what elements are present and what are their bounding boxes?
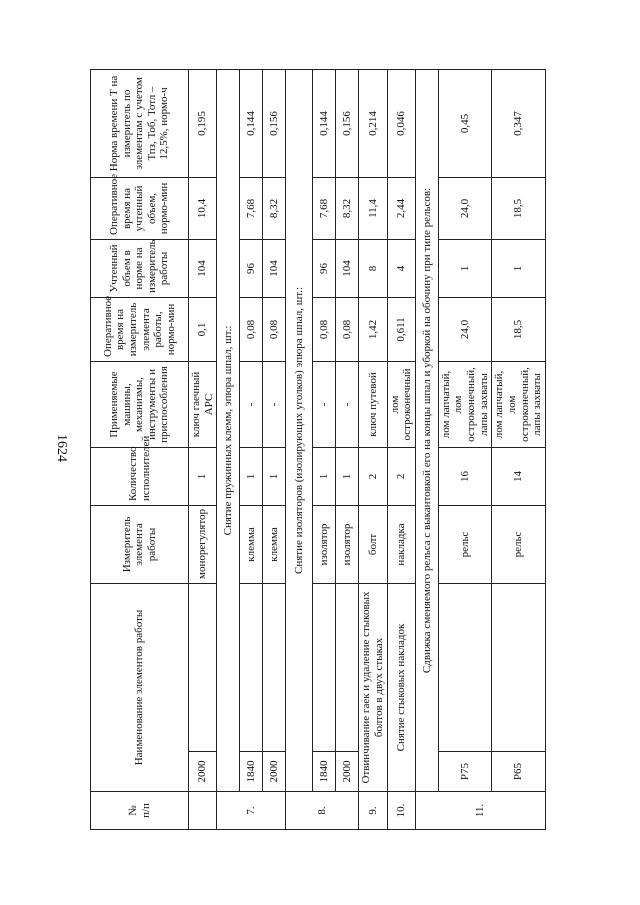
cell-op-time-norm: 11,4 <box>359 177 387 239</box>
cell-op-time-norm: 24,0 <box>438 177 492 239</box>
cell-num: 10. <box>387 792 415 830</box>
cell-vol: 96 <box>313 239 336 297</box>
cell-num: 9. <box>359 792 387 830</box>
cell-op-time-norm: 10,4 <box>189 177 217 239</box>
cell-name <box>438 583 492 751</box>
header-tools: Применяемые машины, механизмы, инструменты и приспособления <box>91 361 189 447</box>
cell-norm-time: 0,195 <box>189 69 217 177</box>
cell-workers: 1 <box>189 447 217 505</box>
cell-norm-time: 0,156 <box>263 69 286 177</box>
cell-name <box>189 583 217 751</box>
cell-vol: 96 <box>240 239 263 297</box>
norms-table <box>90 69 546 830</box>
cell-name: Снятие стыковых накладок <box>387 583 415 791</box>
cell-tools: лом остроконечный <box>387 361 415 447</box>
cell-measure: накладка <box>387 505 415 583</box>
cell-op-time-elem: 0,1 <box>189 297 217 361</box>
cell-sub: 1840 <box>240 752 263 792</box>
cell-sub: Р75 <box>438 752 492 792</box>
cell-op-time-norm: 8,32 <box>336 177 359 239</box>
cell-measure: рельс <box>438 505 492 583</box>
cell-op-time-elem: 18,5 <box>492 297 546 361</box>
header-norm-time: Норма времени Т на измеритель по элементам с учетом Тпз, Тоб, Тотл – 12,5%, нормо-ч <box>91 69 189 177</box>
cell-measure: монорегулятор <box>189 505 217 583</box>
cell-num <box>189 792 217 830</box>
table-row <box>336 69 359 829</box>
cell-workers: 2 <box>387 447 415 505</box>
header-vol-in-norm: Учтенный объем в норме на измеритель работы <box>91 239 189 297</box>
cell-workers: 1 <box>263 447 286 505</box>
header-workers: Количество исполнителей <box>91 447 189 505</box>
cell-op-time-elem: 0,08 <box>313 297 336 361</box>
cell-sub: 2000 <box>263 752 286 792</box>
table-row <box>359 69 387 829</box>
rotated-table-wrapper <box>90 70 640 830</box>
table-group-row <box>286 69 313 829</box>
cell-tools: - <box>313 361 336 447</box>
cell-op-time-norm: 18,5 <box>492 177 546 239</box>
cell-sub: 2000 <box>189 752 217 792</box>
cell-vol: 1 <box>492 239 546 297</box>
cell-norm-time: 0,347 <box>492 69 546 177</box>
header-num: № п/п <box>91 792 189 830</box>
table-row <box>263 69 286 829</box>
table-row <box>387 69 415 829</box>
cell-name: Отвинчивание гаек и удаление стыковых болтов в двух стыках <box>359 583 387 791</box>
cell-sub: 1840 <box>313 752 336 792</box>
table-row <box>492 69 546 829</box>
table-header-row <box>91 69 189 829</box>
cell-norm-time: 0,046 <box>387 69 415 177</box>
cell-vol: 1 <box>438 239 492 297</box>
cell-op-time-elem: 0,611 <box>387 297 415 361</box>
cell-norm-time: 0,144 <box>313 69 336 177</box>
table-group-row <box>217 69 240 829</box>
cell-measure: клемма <box>263 505 286 583</box>
cell-num: 8. <box>286 792 359 830</box>
cell-op-time-elem: 24,0 <box>438 297 492 361</box>
cell-op-time-norm: 8,32 <box>263 177 286 239</box>
cell-workers: 1 <box>313 447 336 505</box>
cell-sub: 2000 <box>336 752 359 792</box>
cell-tools: лом лапчатый, лом остроконечный, лапы захваты <box>492 361 546 447</box>
cell-measure: рельс <box>492 505 546 583</box>
header-measure: Измеритель элемента работы <box>91 505 189 583</box>
cell-measure: изолятор <box>313 505 336 583</box>
group-title: Снятие пружинных клемм, эпюра шпал, шт.: <box>217 69 240 791</box>
group-title: Снятие изоляторов (изолирующих уголков) эпюра шпал, шт.: <box>286 69 313 791</box>
cell-tools: лом лапчатый, лом остроконечный, лапы захваты <box>438 361 492 447</box>
table-row <box>189 69 217 829</box>
cell-vol: 4 <box>387 239 415 297</box>
cell-tools: ключ гаечный АРС <box>189 361 217 447</box>
cell-vol: 104 <box>336 239 359 297</box>
page-number: 1624 <box>54 434 69 462</box>
cell-name <box>263 583 286 751</box>
cell-vol: 104 <box>263 239 286 297</box>
header-op-time-elem: Оперативное время на измеритель элемента работы, нормо-мин <box>91 297 189 361</box>
cell-op-time-elem: 0,08 <box>336 297 359 361</box>
cell-workers: 1 <box>240 447 263 505</box>
cell-tools: ключ путевой <box>359 361 387 447</box>
cell-op-time-elem: 0,08 <box>263 297 286 361</box>
cell-workers: 1 <box>336 447 359 505</box>
cell-workers: 2 <box>359 447 387 505</box>
cell-name <box>336 583 359 751</box>
cell-tools: - <box>336 361 359 447</box>
cell-workers: 14 <box>492 447 546 505</box>
cell-workers: 16 <box>438 447 492 505</box>
table-row <box>240 69 263 829</box>
cell-num: 11. <box>415 792 545 830</box>
cell-measure: клемма <box>240 505 263 583</box>
cell-op-time-elem: 1,42 <box>359 297 387 361</box>
table-row <box>438 69 492 829</box>
cell-op-time-norm: 2,44 <box>387 177 415 239</box>
cell-norm-time: 0,45 <box>438 69 492 177</box>
table-group-row <box>415 69 438 829</box>
cell-vol: 8 <box>359 239 387 297</box>
cell-op-time-norm: 7,68 <box>240 177 263 239</box>
cell-num: 7. <box>217 792 286 830</box>
cell-tools: - <box>263 361 286 447</box>
cell-sub: Р65 <box>492 752 546 792</box>
cell-measure: болт <box>359 505 387 583</box>
cell-norm-time: 0,214 <box>359 69 387 177</box>
cell-name <box>313 583 336 751</box>
group-title: Сдвижка сменяемого рельса с выкантовкой его на концы шпал и уборкой на обочину при типе рельсов: <box>415 69 438 791</box>
cell-op-time-elem: 0,08 <box>240 297 263 361</box>
cell-name <box>492 583 546 751</box>
cell-measure: изолятор <box>336 505 359 583</box>
table-row <box>313 69 336 829</box>
header-name: Наименование элементов работы <box>91 583 189 791</box>
cell-norm-time: 0,156 <box>336 69 359 177</box>
cell-norm-time: 0,144 <box>240 69 263 177</box>
cell-op-time-norm: 7,68 <box>313 177 336 239</box>
cell-name <box>240 583 263 751</box>
cell-vol: 104 <box>189 239 217 297</box>
header-op-time-norm: Оперативное время на учтенный объем, нормо-мин <box>91 177 189 239</box>
cell-tools: - <box>240 361 263 447</box>
